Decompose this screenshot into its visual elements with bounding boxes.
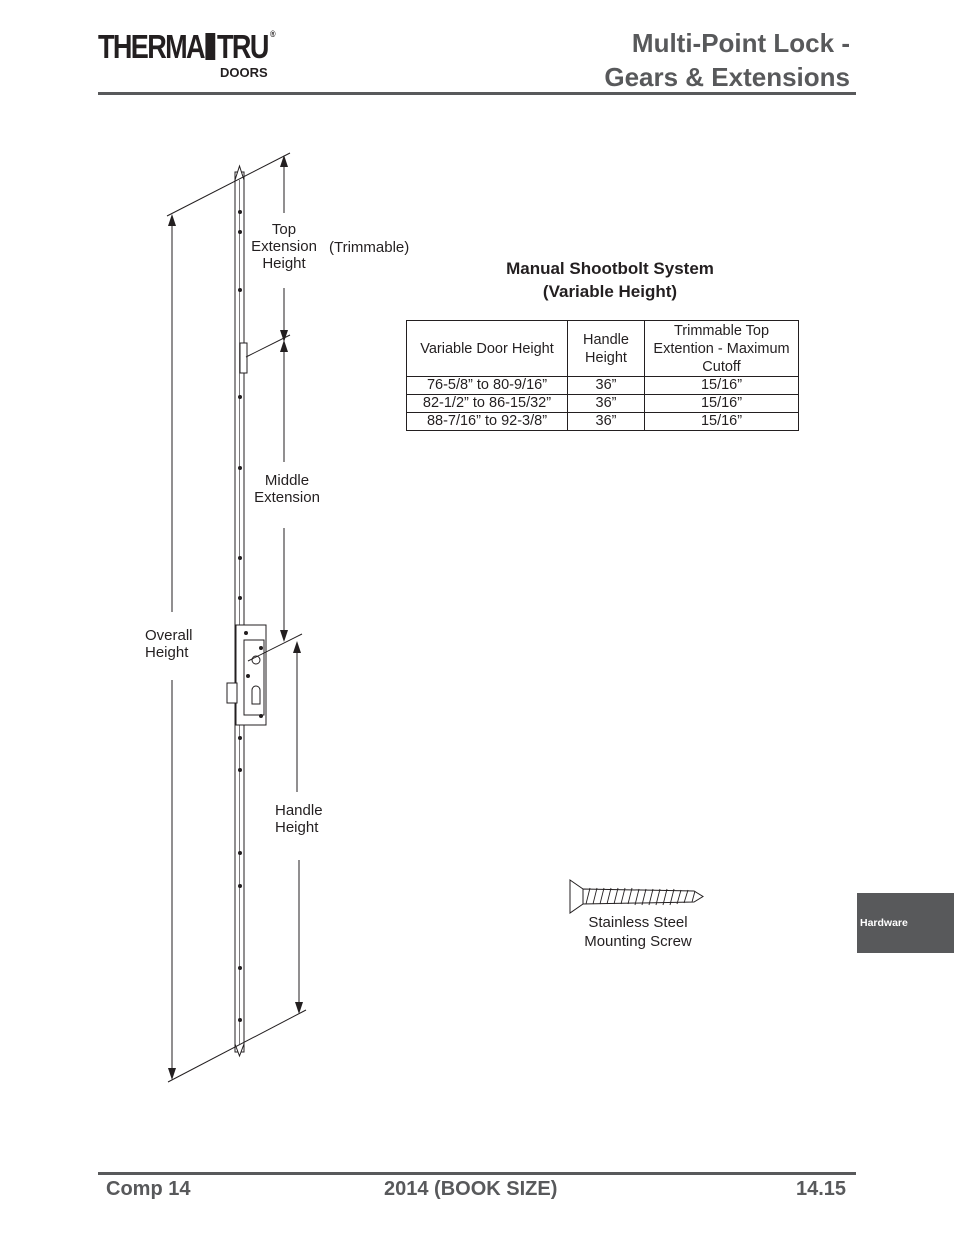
- latch-bolt: [227, 683, 237, 703]
- top-extension-label-line1: Top: [271, 221, 297, 238]
- mounting-screw: [570, 880, 703, 913]
- table-header-row: [407, 321, 799, 377]
- logo-subtext: DOORS: [220, 65, 268, 80]
- cell-door-height: 88-7/16” to 92-3/8”: [407, 413, 568, 431]
- gearbox-screw-1: [245, 632, 248, 635]
- section-tab-hardware[interactable]: [857, 893, 954, 953]
- table-row: [407, 395, 799, 413]
- overall-height-label: [145, 627, 193, 661]
- overall-height-label-line1: Overall: [145, 627, 193, 644]
- footer-left: Comp 14: [106, 1178, 191, 1200]
- strip-cam: [238, 884, 242, 888]
- strip-cam: [238, 851, 242, 855]
- header-variable-door-height: Variable Door Height: [407, 321, 568, 377]
- table-title-line1: Manual Shootbolt System: [506, 259, 714, 278]
- footer-page-number: 14.15: [796, 1178, 847, 1200]
- screw-label: [560, 913, 716, 951]
- arrowhead: [293, 641, 301, 653]
- witness-line-top: [167, 153, 290, 216]
- header-trimmable-cutoff-line1: Trimmable Top: [673, 322, 770, 339]
- page-title-line2: Gears & Extensions: [604, 62, 850, 92]
- strip-cam: [238, 736, 242, 740]
- strip-cam: [238, 466, 242, 470]
- cell-cutoff: 15/16”: [645, 413, 799, 431]
- trimmable-label: (Trimmable): [329, 239, 410, 256]
- middle-extension-label-line1: Middle: [264, 472, 310, 489]
- middle-extension-label-line2: Extension: [254, 489, 320, 506]
- handle-height-label: [275, 802, 323, 836]
- footer-rule: [98, 1172, 856, 1175]
- screw-label-line1: Stainless Steel: [588, 914, 688, 931]
- cell-cutoff: 15/16”: [645, 395, 799, 413]
- logo-registered: ®: [270, 29, 276, 39]
- cell-handle-height: 36”: [568, 395, 645, 413]
- header-trimmable-cutoff-line2: Extention - Maximum: [653, 340, 790, 357]
- middle-extension-label: [247, 472, 327, 506]
- cell-handle-height: 36”: [568, 377, 645, 395]
- table-title-line2: (Variable Height): [542, 282, 678, 301]
- screw-label-line2: Mounting Screw: [584, 933, 692, 950]
- extension-joint: [240, 343, 247, 373]
- gearbox-screw-3: [247, 675, 250, 678]
- section-tab-label: Hardware: [860, 917, 908, 929]
- shootbolt-spec-table: [406, 320, 799, 431]
- footer-center: 2014 (BOOK SIZE): [384, 1178, 558, 1200]
- handle-height-label-line1: Handle: [275, 802, 323, 819]
- cylinder-cutout: [252, 686, 260, 704]
- arrowhead: [280, 340, 288, 352]
- arrowhead: [280, 630, 288, 642]
- cell-cutoff: 15/16”: [645, 377, 799, 395]
- strip-cam: [238, 230, 242, 234]
- strip-cam: [238, 395, 242, 399]
- handle-height-label-line2: Height: [275, 819, 319, 836]
- header-handle-height-line2: Height: [585, 349, 627, 366]
- strip-cam: [238, 966, 242, 970]
- strip-cam: [238, 768, 242, 772]
- header-handle-height-line1: Handle: [583, 331, 629, 348]
- top-extension-label-line3: Height: [262, 255, 306, 272]
- page-title-line1: Multi-Point Lock -: [631, 28, 850, 58]
- header-handle-height: [568, 321, 645, 377]
- arrowhead: [168, 214, 176, 226]
- table-row: [407, 413, 799, 431]
- overall-height-label-line2: Height: [145, 644, 189, 661]
- logo-text: THERMA: [98, 28, 204, 65]
- cell-handle-height: 36”: [568, 413, 645, 431]
- header-trimmable-cutoff-line3: Cutoff: [702, 358, 741, 375]
- table-row: [407, 377, 799, 395]
- logo-text-2: TRU: [217, 28, 268, 65]
- screw-head: [570, 880, 583, 913]
- header-trimmable-cutoff: [645, 321, 799, 377]
- gearbox-screw-2: [260, 647, 263, 650]
- table-title: [455, 257, 765, 303]
- strip-cam: [238, 288, 242, 292]
- top-extension-label-line2: Extension: [251, 238, 317, 255]
- cell-door-height: 82-1/2” to 86-15/32”: [407, 395, 568, 413]
- strip-cam: [238, 1018, 242, 1022]
- arrowhead: [280, 155, 288, 167]
- strip-cam: [238, 210, 242, 214]
- strip-cam: [238, 596, 242, 600]
- gearbox-screw-4: [260, 715, 263, 718]
- cell-door-height: 76-5/8” to 80-9/16”: [407, 377, 568, 395]
- top-extension-label: [244, 221, 324, 272]
- strip-cam: [238, 556, 242, 560]
